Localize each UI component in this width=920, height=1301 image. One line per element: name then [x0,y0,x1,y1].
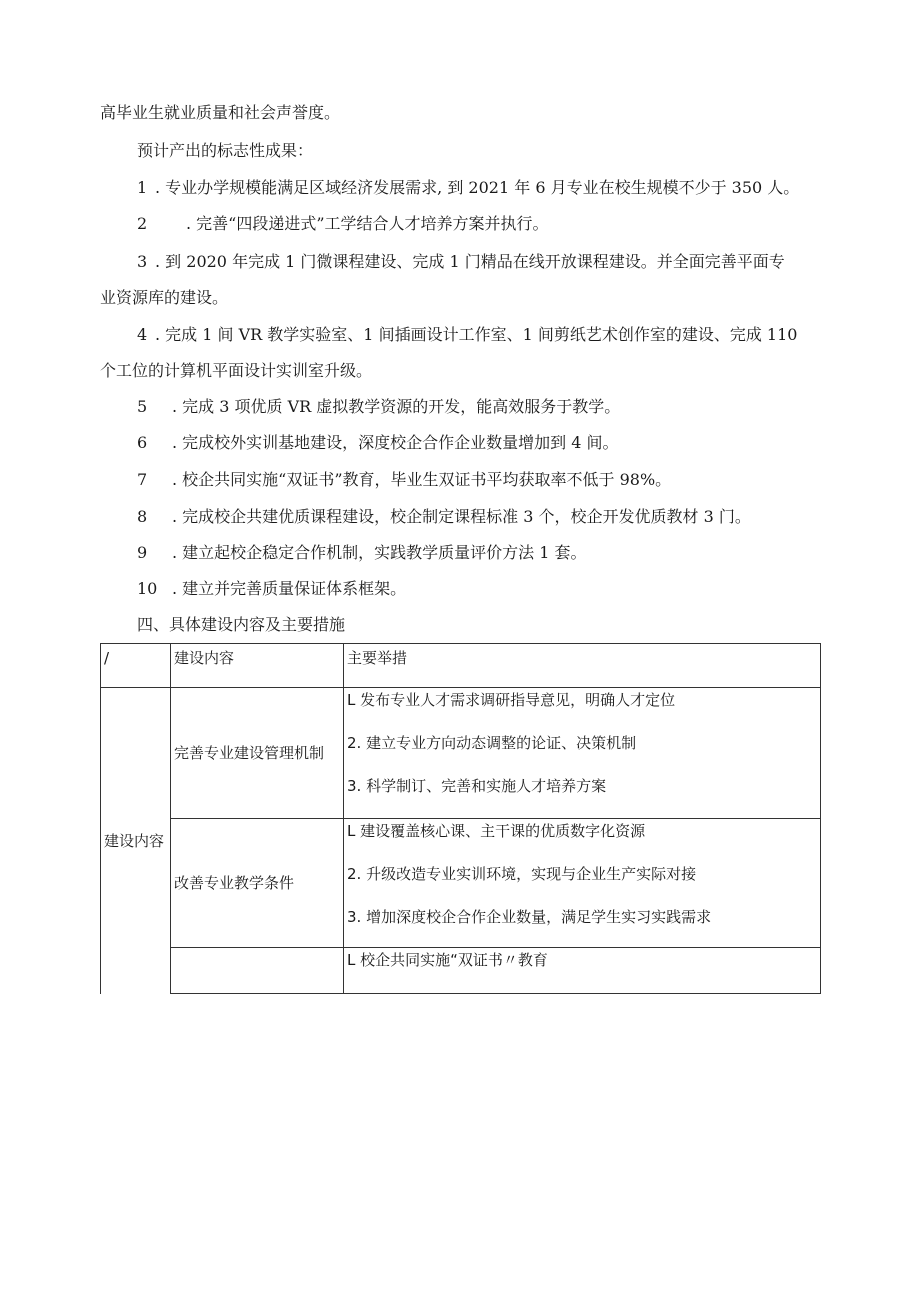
measure-item: L 建设覆盖核心课、主干课的优质数字化资源 [347,822,646,840]
outcome-number: 2 [137,214,148,233]
table-row [101,688,821,819]
measure-item: 2. 升级改造专业实训环境，实现与企业生产实际对接 [347,865,697,883]
outcome-text: . 完成 3 项优质 VR 虚拟教学资源的开发，能高效服务于教学。 [172,397,621,416]
outcome-text: . 专业办学规模能满足区域经济发展需求, 到 2021 年 6 月专业在校生规模不少于 350 人。 [155,178,800,197]
construction-plan-table [100,643,821,994]
table-row [101,819,821,948]
outcome-text: . 校企共同实施“双证书”教育，毕业生双证书平均获取率不低于 98%。 [172,470,672,489]
section-heading: 四、具体建设内容及主要措施 [137,615,346,634]
row-label-cell: 建设内容 [101,688,171,994]
header-cell-measures: 主要举措 [344,644,821,688]
outcome-text: . 完善“四段递进式”工学结合人才培养方案并执行。 [186,214,549,233]
outcome-number: 3 [137,252,148,271]
paragraph-carryover: 高毕业生就业质量和社会声誉度。 [100,103,341,122]
content-cell: 完善专业建设管理机制 [171,688,344,819]
outcome-number: 7 [137,470,148,489]
outcome-number: 8 [137,507,148,526]
content-cell [171,948,344,994]
outcome-text: . 完成 1 间 VR 教学实验室、1 间插画设计工作室、1 间剪纸艺术创作室的建设、完成 110 [155,325,798,344]
outcome-number: 6 [137,433,148,452]
outcomes-intro: 预计产出的标志性成果： [137,141,314,160]
outcome-text: . 到 2020 年完成 1 门微课程建设、完成 1 门精品在线开放课程建设。并全面完善平面专 [155,252,785,271]
outcome-text: . 完成校企共建优质课程建设，校企制定课程标准 3 个，校企开发优质教材 3 门。 [172,507,751,526]
measures-cell [344,819,821,948]
measures-cell [344,688,821,819]
outcome-text-continued: 个工位的计算机平面设计实训室升级。 [100,361,373,380]
outcome-number: 9 [137,543,148,562]
outcome-number: 4 [137,325,148,344]
outcome-text: . 建立起校企稳定合作机制，实践教学质量评价方法 1 套。 [172,543,587,562]
outcome-number: 10 [137,579,158,598]
measure-item: 3. 科学制订、完善和实施人才培养方案 [347,777,607,795]
outcome-number: 1 [137,178,148,197]
outcome-text-continued: 业资源库的建设。 [100,288,229,307]
table-header-row [101,644,821,688]
outcome-text: . 建立并完善质量保证体系框架。 [172,579,407,598]
measure-item: L 校企共同实施“双证书〃教育 [347,951,548,969]
table-row [101,948,821,994]
header-cell-slash: / [101,644,171,688]
measure-item: 3. 增加深度校企合作企业数量，满足学生实习实践需求 [347,908,712,926]
outcome-number: 5 [137,397,148,416]
measure-item: L 发布专业人才需求调研指导意见，明确人才定位 [347,691,676,709]
header-cell-content: 建设内容 [171,644,344,688]
measures-cell [344,948,821,994]
content-cell: 改善专业教学条件 [171,819,344,948]
measure-item: 2. 建立专业方向动态调整的论证、决策机制 [347,734,637,752]
outcome-text: . 完成校外实训基地建设，深度校企合作企业数量增加到 4 间。 [172,433,619,452]
